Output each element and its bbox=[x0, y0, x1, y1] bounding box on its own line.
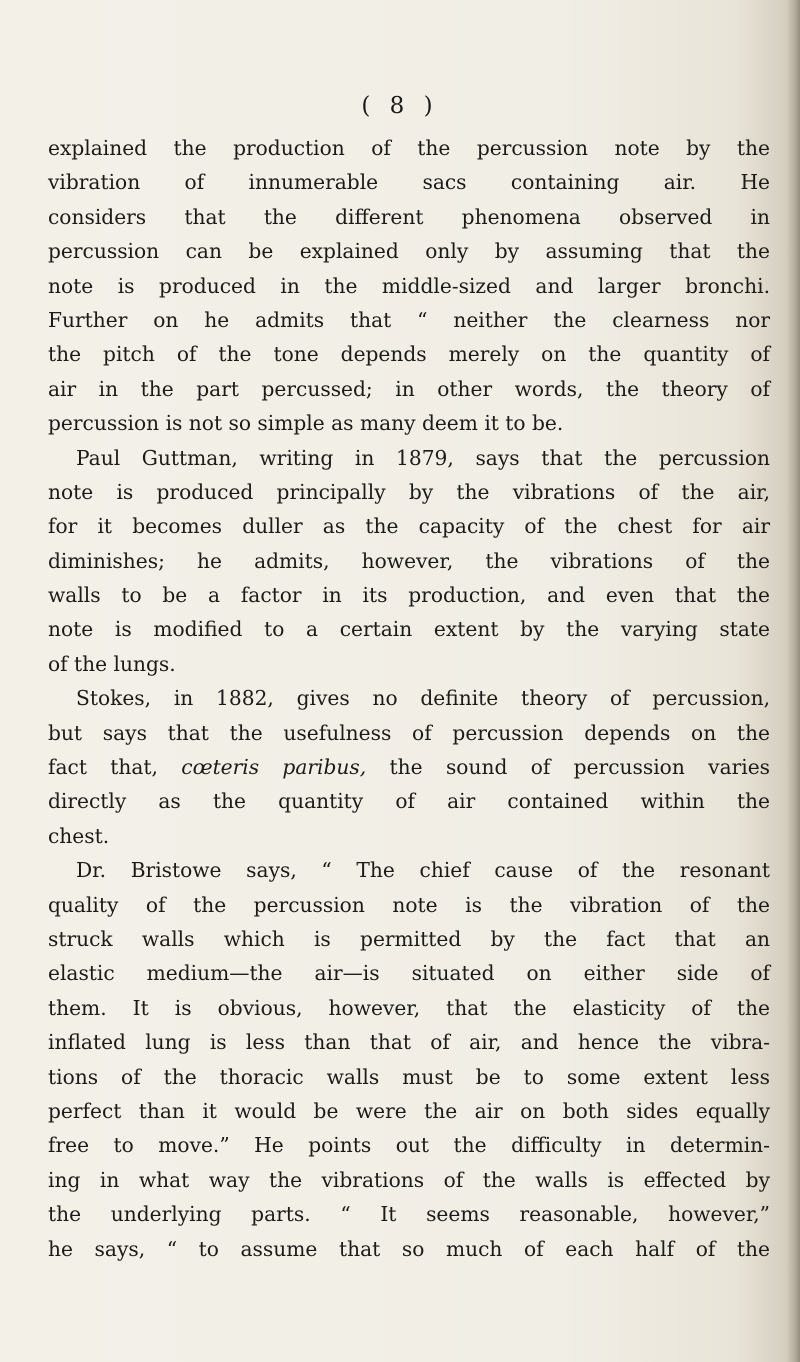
text-line: chest. bbox=[48, 823, 110, 848]
text-line: vibration of innumerable sacs containing air. He bbox=[48, 170, 770, 195]
text-line: note is modified to a certain extent by the varying state bbox=[48, 617, 770, 642]
text-segment: fact that, bbox=[48, 755, 158, 780]
text-line: for it becomes duller as the capacity of the chest for air bbox=[48, 514, 770, 539]
text-line: percussion is not so simple as many deem it to be. bbox=[48, 411, 564, 436]
text-line: inflated lung is less than that of air, and hence the vibra- bbox=[48, 1030, 770, 1055]
page-edge-shadow bbox=[786, 0, 800, 1362]
text-line: them. It is obvious, however, that the elasticity of the bbox=[48, 995, 770, 1020]
text-line: but says that the usefulness of percussion depends on the bbox=[48, 720, 770, 745]
text-line: diminishes; he admits, however, the vibrations of the bbox=[48, 548, 770, 573]
text-line: Dr. Bristowe says, “ The chief cause of the resonant bbox=[76, 858, 770, 883]
text-line: tions of the thoracic walls must be to some extent less bbox=[48, 1064, 770, 1089]
text-line: air in the part percussed; in other words, the theory of bbox=[48, 376, 770, 401]
text-line: percussion can be explained only by assuming that the bbox=[48, 239, 770, 264]
text-line: struck walls which is permitted by the fact that an bbox=[48, 926, 770, 951]
text-line: ing in what way the vibrations of the walls is effected by bbox=[48, 1167, 770, 1192]
text-line: the underlying parts. “ It seems reasonable, however,” bbox=[48, 1202, 770, 1227]
text-line: Paul Guttman, writing in 1879, says that the percussion bbox=[76, 445, 770, 470]
body-text bbox=[48, 131, 770, 1266]
italic-phrase: cœteris paribus, bbox=[181, 755, 367, 780]
text-line: he says, “ to assume that so much of each half of the bbox=[48, 1236, 770, 1261]
text-line: note is produced principally by the vibrations of the air, bbox=[48, 479, 770, 504]
text-line: of the lungs. bbox=[48, 651, 176, 676]
page-number: ( 8 ) bbox=[361, 93, 439, 119]
text-line: Further on he admits that “ neither the clearness nor bbox=[48, 307, 770, 332]
text-line: perfect than it would be were the air on both sides equally bbox=[48, 1098, 770, 1123]
text-line: quality of the percussion note is the vibration of the bbox=[48, 892, 770, 917]
text-line: elastic medium—the air—is situated on either side of bbox=[48, 961, 770, 986]
text-line: considers that the different phenomena observed in bbox=[48, 204, 770, 229]
text-line: Stokes, in 1882, gives no definite theory of percussion, bbox=[76, 686, 770, 711]
text-line: explained the production of the percussion note by the bbox=[48, 136, 770, 160]
text-line: free to move.” He points out the difficulty in determin- bbox=[48, 1133, 770, 1158]
text-line-mixed bbox=[48, 750, 770, 784]
text-line: walls to be a factor in its production, and even that the bbox=[48, 583, 770, 608]
text-line: note is produced in the middle-sized and larger bronchi. bbox=[48, 273, 770, 298]
text-line: directly as the quantity of air contained within the bbox=[48, 789, 770, 814]
text-line: the pitch of the tone depends merely on the quantity of bbox=[48, 342, 770, 367]
text-segment: the sound of percussion varies bbox=[389, 755, 771, 780]
